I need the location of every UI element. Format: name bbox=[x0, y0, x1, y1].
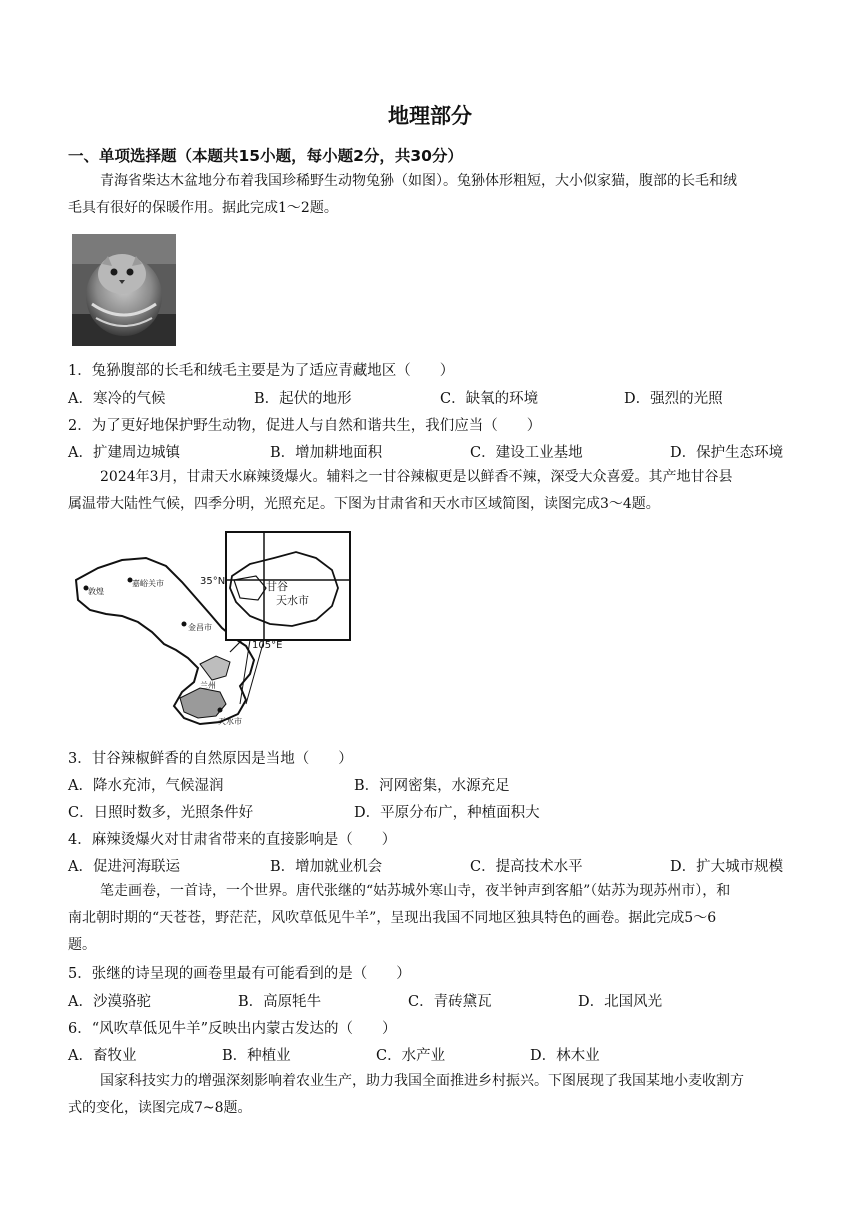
question-6-option-a: A．畜牧业 bbox=[68, 1048, 137, 1064]
question-2-option-d: D．保护生态环境 bbox=[670, 445, 784, 461]
gansu-tianshui-map bbox=[70, 528, 356, 738]
question-1-option-c: C．缺氧的环境 bbox=[440, 391, 539, 407]
question-1-stem: 1．兔狲腹部的长毛和绒毛主要是为了适应青藏地区（ ） bbox=[68, 363, 455, 379]
passage-1-line-2: 毛具有很好的保暖作用。据此完成1～2题。 bbox=[68, 200, 338, 216]
question-6-option-b: B．种植业 bbox=[222, 1048, 291, 1064]
map-label-gangu: 甘谷 bbox=[266, 580, 288, 593]
question-5-stem: 5．张继的诗呈现的画卷里最有可能看到的是（ ） bbox=[68, 966, 411, 982]
question-1-option-d: D．强烈的光照 bbox=[624, 391, 723, 407]
question-3-stem: 3．甘谷辣椒鲜香的自然原因是当地（ ） bbox=[68, 751, 353, 767]
question-1-option-b: B．起伏的地形 bbox=[254, 391, 352, 407]
passage-3-line-2: 南北朝时期的“天苍苍，野茫茫，风吹草低见牛羊”，呈现出我国不同地区独具特色的画卷。据此完成5～6 bbox=[68, 910, 717, 926]
question-5-option-b: B．高原牦牛 bbox=[238, 994, 322, 1010]
question-5-option-c: C．青砖黛瓦 bbox=[408, 994, 492, 1010]
question-3-option-b: B．河网密集，水源充足 bbox=[354, 778, 510, 794]
question-3-option-c: C．日照时数多，光照条件好 bbox=[68, 805, 254, 821]
question-2-option-a: A．扩建周边城镇 bbox=[68, 445, 180, 461]
map-label-jinchang: 金昌市 bbox=[188, 623, 212, 632]
question-4-option-a: A．促进河海联运 bbox=[68, 859, 180, 875]
passage-3-line-1: 笔走画卷，一首诗，一个世界。唐代张继的“姑苏城外寒山寺，夜半钟声到客船”（姑苏为现苏州市），和 bbox=[100, 883, 731, 899]
question-3-option-d: D．平原分布广，种植面积大 bbox=[354, 805, 540, 821]
passage-2-line-2: 属温带大陆性气候，四季分明，光照充足。下图为甘肃省和天水市区域简图，读图完成3～4题。 bbox=[68, 496, 660, 512]
passage-3-line-3: 题。 bbox=[68, 937, 96, 953]
map-label-lanzhou: 兰州 bbox=[200, 681, 216, 690]
question-2-option-c: C．建设工业基地 bbox=[470, 445, 583, 461]
question-2-option-b: B．增加耕地面积 bbox=[270, 445, 383, 461]
pallas-cat-photo bbox=[72, 234, 176, 346]
passage-4-line-1: 国家科技实力的增强深刻影响着农业生产，助力我国全面推进乡村振兴。下图展现了我国某地小麦收割方 bbox=[100, 1073, 744, 1089]
question-5-option-d: D．北国风光 bbox=[578, 994, 663, 1010]
question-5-option-a: A．沙漠骆驼 bbox=[68, 994, 151, 1010]
question-6-option-c: C．水产业 bbox=[376, 1048, 446, 1064]
page-title: 地理部分 bbox=[388, 104, 472, 128]
map-label-lat: 35°N bbox=[200, 576, 226, 587]
question-2-stem: 2．为了更好地保护野生动物，促进人与自然和谐共生，我们应当（ ） bbox=[68, 418, 542, 434]
map-label-tianshui: 天水市 bbox=[218, 717, 242, 726]
question-4-stem: 4．麻辣烫爆火对甘肃省带来的直接影响是（ ） bbox=[68, 832, 397, 848]
question-4-option-c: C．提高技术水平 bbox=[470, 859, 583, 875]
question-3-option-a: A．降水充沛，气候湿润 bbox=[68, 778, 224, 794]
map-label-jiayuguan: 嘉峪关市 bbox=[132, 579, 164, 588]
map-label-lon: 105°E bbox=[252, 640, 283, 651]
section-heading: 一、单项选择题（本题共15小题，每小题2分，共30分） bbox=[68, 147, 463, 165]
question-1-option-a: A．寒冷的气候 bbox=[68, 391, 166, 407]
question-6-option-d: D．林木业 bbox=[530, 1048, 600, 1064]
passage-4-line-2: 式的变化，读图完成7~8题。 bbox=[68, 1100, 252, 1116]
question-6-stem: 6．“风吹草低见牛羊”反映出内蒙古发达的（ ） bbox=[68, 1021, 397, 1037]
map-label-dunhuang: 敦煌 bbox=[88, 587, 104, 596]
question-4-option-b: B．增加就业机会 bbox=[270, 859, 383, 875]
passage-2-line-1: 2024年3月，甘肃天水麻辣烫爆火。辅料之一甘谷辣椒更是以鲜香不辣，深受大众喜爱。其产地甘谷县 bbox=[100, 469, 733, 485]
map-label-tianshui-inset: 天水市 bbox=[276, 594, 309, 607]
passage-1-line-1: 青海省柴达木盆地分布着我国珍稀野生动物兔狲（如图）。兔狲体形粗短，大小似家猫，腹部的长毛和绒 bbox=[100, 173, 737, 189]
question-4-option-d: D．扩大城市规模 bbox=[670, 859, 784, 875]
